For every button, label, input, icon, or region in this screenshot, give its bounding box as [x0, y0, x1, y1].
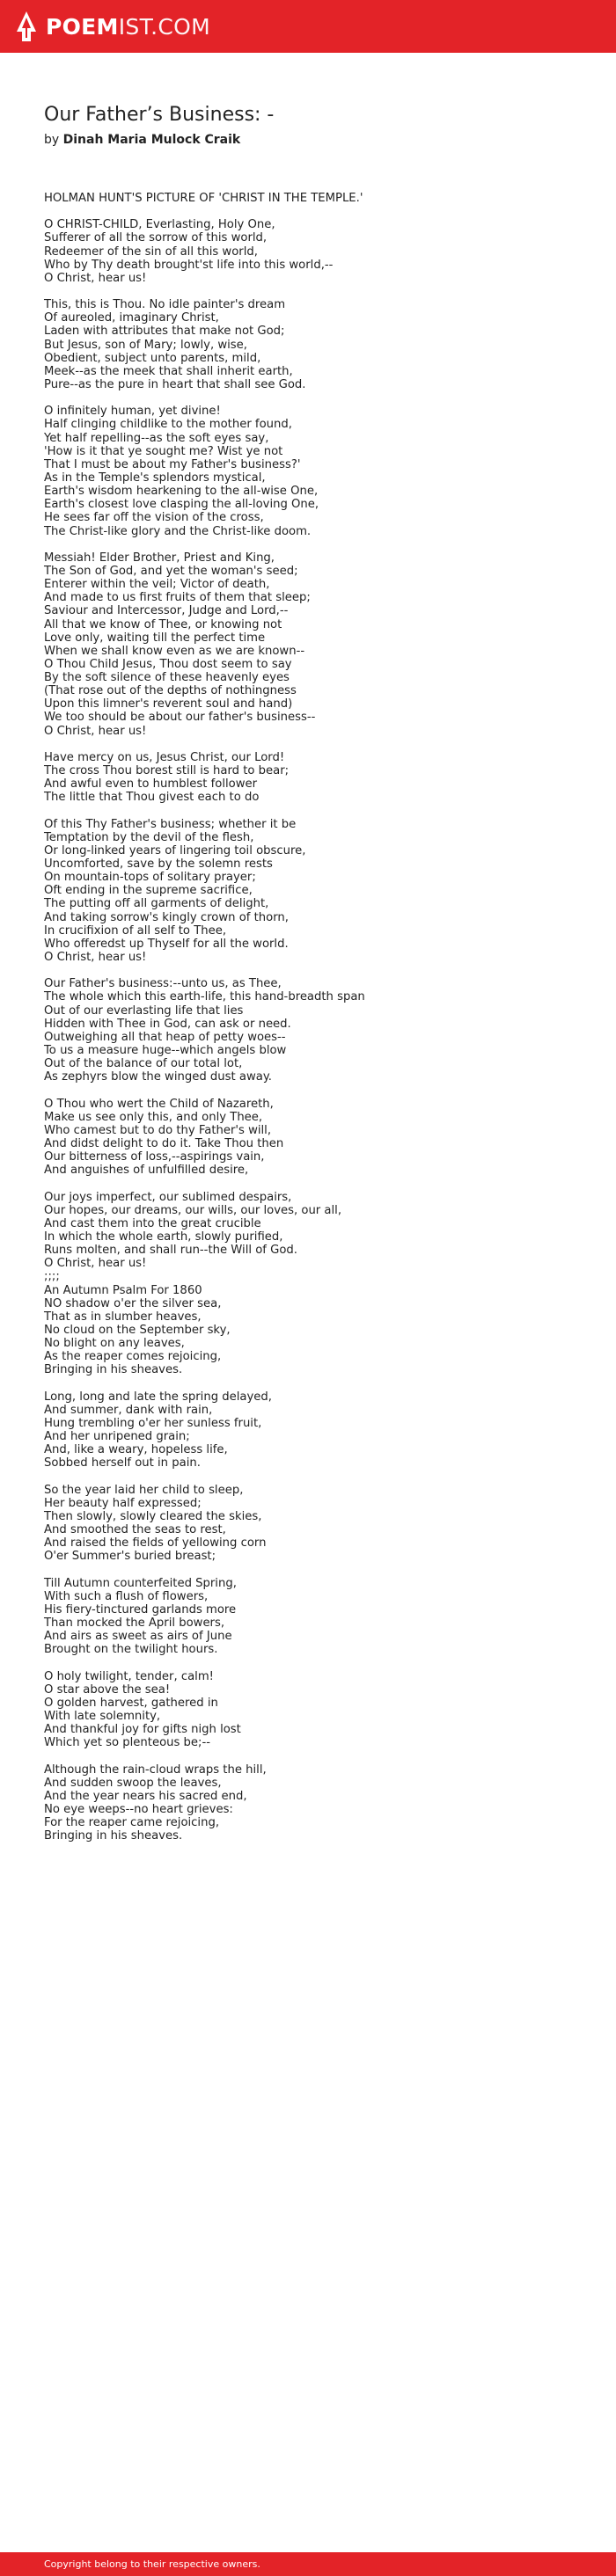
poem-line: O star above the sea!	[44, 1682, 171, 1697]
poem-line: As the reaper comes rejoicing,	[44, 1350, 222, 1364]
stanza-break	[44, 1377, 590, 1390]
poem-line: The whole which this earth-life, this hand-breadth span	[44, 990, 365, 1004]
poem-line: No eye weeps--no heart grieves:	[44, 1803, 233, 1817]
poem-line: Than mocked the April bowers,	[44, 1616, 225, 1631]
poem-line: As in the Temple's splendors mystical,	[44, 471, 266, 485]
poem-line: When we shall know even as we are known--	[44, 644, 305, 658]
poem-line: And the year nears his sacred end,	[44, 1789, 247, 1803]
poem-line: Messiah! Elder Brother, Priest and King,	[44, 551, 275, 565]
poem-line: On mountain-tops of solitary prayer;	[44, 871, 256, 885]
poem-line: With such a flush of flowers,	[44, 1589, 209, 1603]
poem-line: Enterer within the veil; Victor of death,	[44, 578, 270, 592]
poem-line: Temptation by the devil of the flesh,	[44, 830, 254, 844]
stanza-break	[44, 1563, 590, 1576]
poem-line: The little that Thou givest each to do	[44, 791, 260, 805]
poem-line: Which yet so plenteous be;--	[44, 1736, 210, 1750]
poem-line: Her beauty half expressed;	[44, 1496, 202, 1510]
logo-text-light: IST.COM	[118, 13, 211, 40]
logo-text	[46, 14, 210, 40]
poem-line: Of aureoled, imaginary Christ,	[44, 311, 219, 325]
poem-title: Our Father’s Business: -	[44, 104, 275, 126]
stanza-break	[44, 205, 590, 218]
poem-line: In which the whole earth, slowly purified,	[44, 1230, 283, 1244]
poem-line: But Jesus, son of Mary; lowly, wise,	[44, 338, 247, 352]
poem-line: O Christ, hear us!	[44, 724, 147, 738]
poem-line: Meek--as the meek that shall inherit earth,	[44, 364, 293, 378]
poem-line: No cloud on the September sky,	[44, 1323, 231, 1337]
poem-line: O Christ, hear us!	[44, 271, 147, 285]
poem-line: ;;;;	[44, 1270, 60, 1284]
poem-line: Redeemer of the sin of all this world,	[44, 244, 258, 259]
poem-line: Pure--as the pure in heart that shall see God.	[44, 377, 306, 391]
site-header	[0, 0, 616, 53]
poem-line: Hidden with Thee in God, can ask or need.	[44, 1017, 291, 1031]
poem-line: This, this is Thou. No idle painter's dream	[44, 298, 286, 312]
poem-line: And awful even to humblest follower	[44, 777, 258, 792]
poem-line: Although the rain-cloud wraps the hill,	[44, 1762, 267, 1777]
poem-line: Brought on the twilight hours.	[44, 1643, 218, 1657]
poem-line: NO shadow o'er the silver sea,	[44, 1296, 222, 1310]
poem-line: O golden harvest, gathered in	[44, 1696, 218, 1710]
poem-line: The putting off all garments of delight,	[44, 897, 269, 911]
poem-line: Obedient, subject unto parents, mild,	[44, 351, 261, 365]
copyright-text: Copyright belong to their respective owners.	[44, 2558, 260, 2570]
poem-line: Love only, waiting till the perfect time	[44, 631, 266, 645]
poem-line: All that we know of Thee, or knowing not	[44, 617, 282, 631]
poem-line: HOLMAN HUNT'S PICTURE OF 'CHRIST IN THE TEMPLE.'	[44, 192, 363, 205]
poem-line: Oft ending in the supreme sacrifice,	[44, 884, 253, 898]
poem-line: By the soft silence of these heavenly eyes	[44, 671, 290, 685]
poem-line: Our Father's business:--unto us, as Thee,	[44, 977, 282, 991]
poem-line: Upon this limner's reverent soul and hand)	[44, 697, 293, 712]
poem-line: O Thou Child Jesus, Thou dost seem to say	[44, 657, 292, 671]
poem-line: And airs as sweet as airs of June	[44, 1630, 232, 1644]
poem-line: Make us see only this, and only Thee,	[44, 1110, 263, 1124]
poem-line: And smoothed the seas to rest,	[44, 1523, 226, 1537]
stanza-break	[44, 1749, 590, 1762]
poem-line: We too should be about our father's business--	[44, 711, 316, 725]
poem-line: And anguishes of unfulfilled desire,	[44, 1164, 249, 1178]
poem-line: O infinitely human, yet divine!	[44, 405, 221, 419]
site-footer	[0, 2552, 616, 2576]
poem-line: Who by Thy death brought'st life into this world,--	[44, 258, 334, 272]
poem-line: Long, long and late the spring delayed,	[44, 1390, 272, 1404]
pen-nib-icon	[14, 11, 39, 42]
poem-line: Earth's wisdom hearkening to the all-wise One,	[44, 485, 319, 499]
poem-line: Our joys imperfect, our sublimed despairs,	[44, 1190, 292, 1204]
poem-line: O Christ, hear us!	[44, 1257, 147, 1271]
stanza-break	[44, 738, 590, 751]
poem-line: O'er Summer's buried breast;	[44, 1550, 216, 1564]
poem-line: The Christ-like glory and the Christ-like doom.	[44, 524, 312, 538]
poem-line: Or long-linked years of lingering toil obscure,	[44, 843, 306, 857]
poem-line: Of this Thy Father's business; whether it be	[44, 817, 297, 831]
poem-line: Laden with attributes that make not God;	[44, 325, 285, 339]
logo-text-bold: POEM	[46, 13, 119, 40]
poem-line: And cast them into the great crucible	[44, 1216, 261, 1230]
stanza-break	[44, 538, 590, 551]
poem-line: That as in slumber heaves,	[44, 1310, 202, 1324]
poem-body	[44, 192, 590, 1843]
stanza-break	[44, 804, 590, 817]
poem-line: As zephyrs blow the winged dust away.	[44, 1070, 272, 1084]
poem-line: Out of our everlasting life that lies	[44, 1003, 244, 1018]
poem-line: Sobbed herself out in pain.	[44, 1456, 201, 1470]
poem-line: Outweighing all that heap of petty woes--	[44, 1030, 286, 1044]
poem-line: Who offeredst up Thyself for all the world.	[44, 937, 289, 951]
poem-line: Till Autumn counterfeited Spring,	[44, 1576, 237, 1590]
stanza-break	[44, 1084, 590, 1097]
byline-prefix: by	[44, 133, 60, 147]
poem-line: To us a measure huge--which angels blow	[44, 1044, 287, 1057]
poem-line: Then slowly, slowly cleared the skies,	[44, 1509, 262, 1523]
poem-line: His fiery-tinctured garlands more	[44, 1602, 237, 1616]
poem-line: And thankful joy for gifts nigh lost	[44, 1723, 241, 1737]
poem-line: And summer, dank with rain,	[44, 1403, 213, 1417]
poem-line: (That rose out of the depths of nothingness	[44, 684, 297, 698]
poem-line: And sudden swoop the leaves,	[44, 1776, 222, 1790]
poem-line: Our bitterness of loss,--aspirings vain,	[44, 1150, 265, 1164]
poem-line: Saviour and Intercessor, Judge and Lord,--	[44, 604, 289, 618]
poem-line: And her unripened grain;	[44, 1430, 190, 1444]
poem-line: Who camest but to do thy Father's will,	[44, 1123, 272, 1137]
poem-line: Hung trembling o'er her sunless fruit,	[44, 1416, 262, 1430]
poem-line: And, like a weary, hopeless life,	[44, 1443, 228, 1457]
poem-line: Bringing in his sheaves.	[44, 1363, 183, 1377]
poem-line: The cross Thou borest still is hard to bear;	[44, 764, 290, 778]
poem-line: Out of the balance of our total lot,	[44, 1057, 243, 1071]
poem-line: O Thou who wert the Child of Nazareth,	[44, 1097, 274, 1111]
poem-line: Bringing in his sheaves.	[44, 1829, 183, 1843]
stanza-break	[44, 1177, 590, 1190]
site-logo[interactable]	[14, 11, 210, 42]
poem-line: Earth's closest love clasping the all-loving One,	[44, 498, 319, 512]
poem-line: O Christ, hear us!	[44, 951, 147, 965]
poem-line: And didst delight to do it. Take Thou then	[44, 1136, 284, 1150]
poem-line: So the year laid her child to sleep,	[44, 1483, 244, 1497]
poem-line: O CHRIST-CHILD, Everlasting, Holy One,	[44, 218, 275, 232]
poem-line: Have mercy on us, Jesus Christ, our Lord!	[44, 750, 285, 764]
poem-line: An Autumn Psalm For 1860	[44, 1283, 202, 1297]
poem-line: He sees far off the vision of the cross,	[44, 511, 264, 525]
poem-line: And taking sorrow's kingly crown of thorn,	[44, 910, 289, 924]
poem-line: For the reaper came rejoicing,	[44, 1816, 220, 1830]
poem-line: Half clinging childlike to the mother found,	[44, 418, 292, 432]
stanza-break	[44, 285, 590, 298]
poem-line: Sufferer of all the sorrow of this world,	[44, 231, 268, 245]
poem-line: Uncomforted, save by the solemn rests	[44, 857, 273, 872]
stanza-break	[44, 391, 590, 405]
author-link[interactable]: Dinah Maria Mulock Craik	[62, 133, 241, 147]
poem-line: With late solemnity,	[44, 1710, 161, 1724]
poem-line: And made to us first fruits of them that sleep;	[44, 591, 311, 605]
poem-line: In crucifixion of all self to Thee,	[44, 923, 227, 938]
poem-line: The Son of God, and yet the woman's seed;	[44, 564, 298, 578]
poem-line: Yet half repelling--as the soft eyes say,	[44, 431, 269, 445]
stanza-break	[44, 1470, 590, 1484]
stanza-break	[44, 1656, 590, 1669]
poem-line: No blight on any leaves,	[44, 1337, 185, 1351]
poem-line: Our hopes, our dreams, our wills, our loves, our all,	[44, 1203, 342, 1217]
poem-line: O holy twilight, tender, calm!	[44, 1669, 214, 1683]
poem-line: That I must be about my Father's business?'	[44, 457, 301, 471]
poem-line: 'How is it that ye sought me? Wist ye not	[44, 444, 283, 458]
stanza-break	[44, 964, 590, 977]
byline	[44, 133, 240, 147]
poem-line: Runs molten, and shall run--the Will of God.	[44, 1244, 297, 1258]
poem-line: And raised the fields of yellowing corn	[44, 1536, 267, 1551]
